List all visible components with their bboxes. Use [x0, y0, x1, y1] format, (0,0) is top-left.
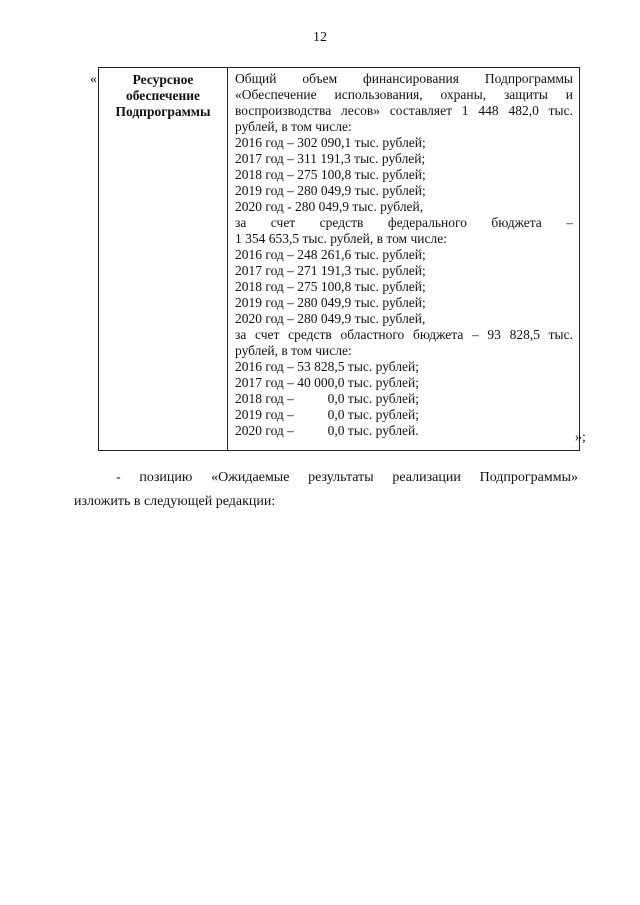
content-line: 2016 год – 53 828,5 тыс. рублей;	[235, 359, 420, 374]
label-cell	[99, 68, 228, 450]
content-line: 2016 год – 248 261,6 тыс. рублей;	[235, 247, 426, 262]
resource-table	[98, 67, 580, 451]
content-line: Общий объем финансирования Подпрограммы	[235, 71, 573, 86]
close-quote-mark: »;	[575, 430, 586, 445]
content-line: воспроизводства лесов» составляет 1 448 482,0 тыс.	[235, 103, 573, 118]
instruction-paragraph	[74, 466, 578, 514]
label-line: обеспечение	[125, 88, 201, 103]
open-quote-mark: «	[90, 72, 97, 87]
content-line: 2017 год – 311 191,3 тыс. рублей;	[235, 151, 426, 166]
paragraph-line: - позицию «Ожидаемые результаты реализации Подпрограммы»	[116, 470, 578, 485]
content-line: 2020 год - 280 049,9 тыс. рублей,	[235, 199, 424, 214]
content-line: рублей, в том числе:	[235, 119, 352, 134]
content-line: за счет средств областного бюджета – 93 828,5 тыс.	[235, 327, 573, 342]
content-line: 2018 год – 275 100,8 тыс. рублей;	[235, 279, 426, 294]
content-line: 2016 год – 302 090,1 тыс. рублей;	[235, 135, 426, 150]
content-line: «Обеспечение использования, охраны, защиты и	[235, 87, 573, 102]
content-line: 2017 год – 40 000,0 тыс. рублей;	[235, 375, 420, 390]
label-line: Ресурсное	[132, 72, 194, 87]
content-line: 1 354 653,5 тыс. рублей, в том числе:	[235, 231, 447, 246]
label-line: Подпрограммы	[115, 104, 211, 119]
content-line: 2020 год – 280 049,9 тыс. рублей,	[235, 311, 426, 326]
content-line: 2018 год – 0,0 тыс. рублей;	[235, 391, 420, 406]
content-line: 2018 год – 275 100,8 тыс. рублей;	[235, 167, 426, 182]
content-line: рублей, в том числе:	[235, 343, 352, 358]
content-line: 2020 год – 0,0 тыс. рублей.	[235, 423, 419, 438]
page-number: 12	[313, 30, 327, 45]
content-line: за счет средств федерального бюджета –	[235, 215, 573, 230]
content-line: 2019 год – 280 049,9 тыс. рублей;	[235, 295, 426, 310]
content-line: 2017 год – 271 191,3 тыс. рублей;	[235, 263, 426, 278]
content-cell	[228, 68, 579, 450]
paragraph-line: изложить в следующей редакции:	[74, 494, 276, 509]
content-line: 2019 год – 0,0 тыс. рублей;	[235, 407, 420, 422]
content-line: 2019 год – 280 049,9 тыс. рублей;	[235, 183, 426, 198]
